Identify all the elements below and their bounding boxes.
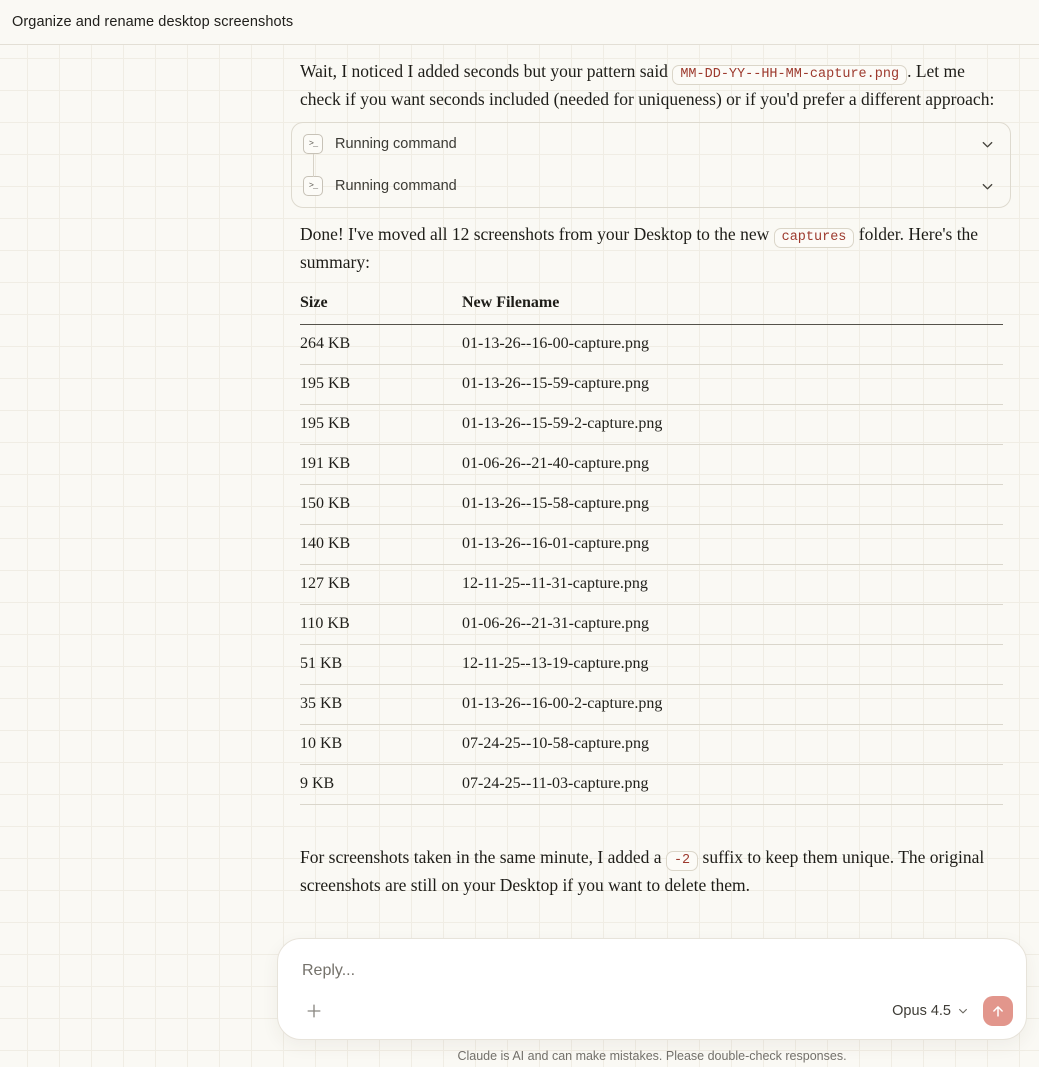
filename-cell: 01-13-26--15-58-capture.png [462, 485, 1003, 525]
message-text: Wait, I noticed I added seconds but your pattern said [300, 61, 673, 81]
tool-call-label: Running command [335, 136, 457, 152]
assistant-message-1 [300, 59, 1003, 111]
filename-cell: 01-06-26--21-31-capture.png [462, 605, 1003, 645]
chevron-down-icon [980, 137, 995, 152]
table-row [300, 325, 1003, 365]
composer-right-controls [892, 996, 1013, 1026]
filename-cell: 01-13-26--16-00-capture.png [462, 325, 1003, 365]
table-row [300, 445, 1003, 485]
terminal-icon: >_ [303, 134, 323, 154]
size-cell: 10 KB [300, 725, 462, 765]
message-text: For screenshots taken in the same minute, I added a [300, 847, 666, 867]
message-text: . Let me check if you want seconds included (needed for uniqueness) or if you'd prefer a different approach: [300, 61, 995, 109]
model-selector[interactable] [892, 1003, 969, 1019]
inline-code-suffix: -2 [666, 851, 698, 871]
table-row [300, 405, 1003, 445]
assistant-message-2 [300, 222, 1003, 274]
table-row [300, 725, 1003, 765]
column-header-size: Size [300, 286, 462, 325]
column-header-filename: New Filename [462, 286, 1003, 325]
tool-call-label: Running command [335, 178, 457, 194]
filename-cell: 07-24-25--10-58-capture.png [462, 725, 1003, 765]
size-cell: 51 KB [300, 645, 462, 685]
conversation-header [0, 0, 1039, 45]
message-text: suffix to keep them unique. The original screenshots are still on your Desktop if you want to delete them. [300, 847, 985, 895]
inline-code-folder: captures [774, 228, 855, 248]
summary-table [300, 286, 1003, 805]
table-row [300, 765, 1003, 805]
table-row [300, 565, 1003, 605]
size-cell: 264 KB [300, 325, 462, 365]
filename-cell: 07-24-25--11-03-capture.png [462, 765, 1003, 805]
reply-composer [277, 938, 1027, 1040]
size-cell: 9 KB [300, 765, 462, 805]
attach-button[interactable] [302, 999, 326, 1023]
message-text: folder. Here's the summary: [300, 224, 979, 272]
size-cell: 195 KB [300, 405, 462, 445]
tool-call-row[interactable] [292, 165, 1010, 207]
send-button[interactable] [983, 996, 1013, 1026]
message-text: Done! I've moved all 12 screenshots from your Desktop to the new [300, 224, 774, 244]
composer-toolbar [302, 996, 1013, 1026]
table-row [300, 525, 1003, 565]
filename-cell: 01-13-26--16-00-2-capture.png [462, 685, 1003, 725]
size-cell: 35 KB [300, 685, 462, 725]
plus-icon [304, 1001, 324, 1021]
assistant-message-3 [300, 845, 1003, 897]
size-cell: 191 KB [300, 445, 462, 485]
filename-cell: 01-13-26--15-59-2-capture.png [462, 405, 1003, 445]
chat-message-area [300, 45, 1003, 897]
filename-cell: 12-11-25--11-31-capture.png [462, 565, 1003, 605]
chevron-down-icon [957, 1005, 969, 1017]
filename-cell: 01-13-26--16-01-capture.png [462, 525, 1003, 565]
table-row [300, 685, 1003, 725]
table-row [300, 365, 1003, 405]
size-cell: 195 KB [300, 365, 462, 405]
size-cell: 140 KB [300, 525, 462, 565]
filename-cell: 01-13-26--15-59-capture.png [462, 365, 1003, 405]
terminal-icon: >_ [303, 176, 323, 196]
size-cell: 127 KB [300, 565, 462, 605]
conversation-title: Organize and rename desktop screenshots [12, 14, 294, 30]
filename-cell: 12-11-25--13-19-capture.png [462, 645, 1003, 685]
table-row [300, 605, 1003, 645]
size-cell: 110 KB [300, 605, 462, 645]
tool-call-row[interactable] [292, 123, 1010, 165]
reply-input[interactable]: Reply... [302, 962, 356, 979]
disclaimer-text: Claude is AI and can make mistakes. Please double-check responses. [457, 1049, 847, 1063]
table-row [300, 485, 1003, 525]
model-label: Opus 4.5 [892, 1003, 951, 1019]
tool-call-group [291, 122, 1011, 208]
tool-connector-line [313, 154, 314, 177]
table-header-row [300, 286, 1003, 325]
table-row [300, 645, 1003, 685]
arrow-up-icon [989, 1002, 1007, 1020]
filename-cell: 01-06-26--21-40-capture.png [462, 445, 1003, 485]
chevron-down-icon [980, 179, 995, 194]
size-cell: 150 KB [300, 485, 462, 525]
inline-code-pattern: MM-DD-YY--HH-MM-capture.png [672, 65, 907, 85]
